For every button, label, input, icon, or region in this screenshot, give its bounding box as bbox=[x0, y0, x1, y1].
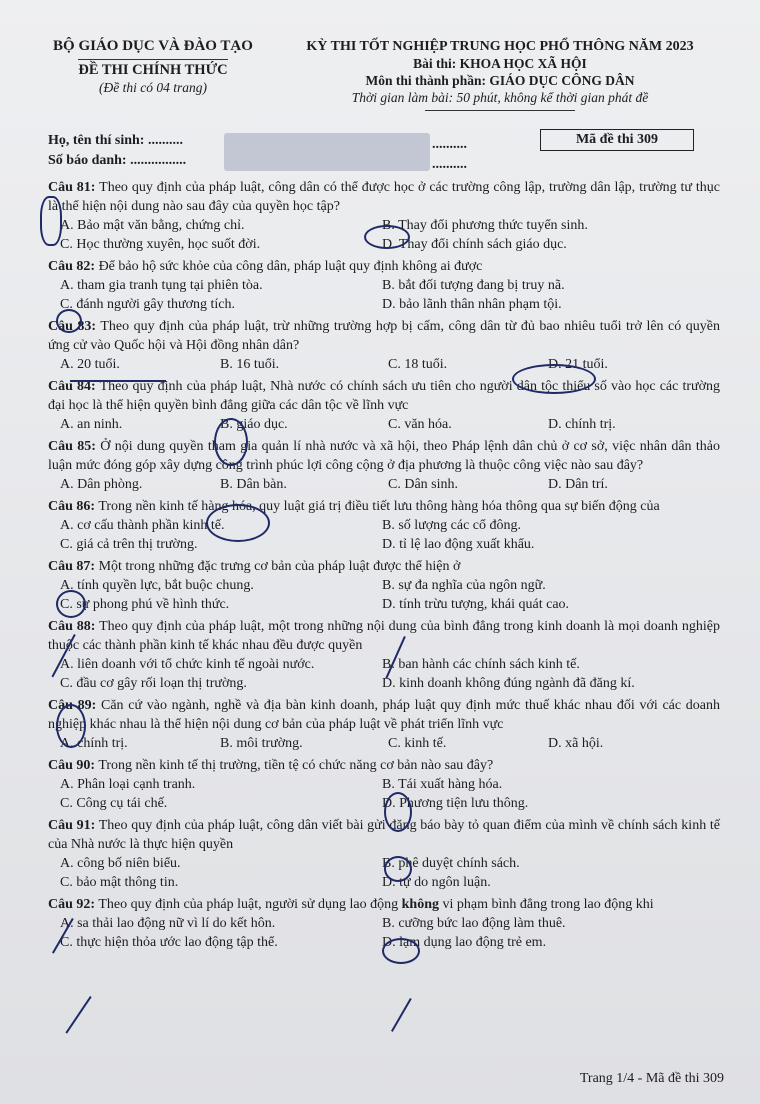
answer-option: D. chính trị. bbox=[548, 417, 616, 432]
question-text: Theo quy định của pháp luật, công dân viết bài gửi đăng báo bày tỏ quan điểm của mình về chính sách kinh tế của Nhà nước là thực hiện quyền bbox=[48, 818, 721, 852]
answer-options bbox=[48, 734, 720, 753]
answer-option: D. kinh doanh không đúng ngành đã đăng kí. bbox=[382, 676, 635, 691]
answer-options bbox=[48, 914, 720, 952]
answer-options bbox=[48, 576, 720, 614]
answer-option: A. liên doanh với tổ chức kinh tế ngoài nước. bbox=[60, 657, 315, 672]
answer-option: A. công bố niên biểu. bbox=[60, 856, 181, 871]
exam-subject: Môn thi thành phần: GIÁO DỤC CÔNG DÂN bbox=[365, 73, 635, 88]
answer-option: D. tính trừu tượng, khái quát cao. bbox=[382, 597, 570, 612]
answer-option: B. phê duyệt chính sách. bbox=[382, 856, 520, 871]
page-footer: Trang 1/4 - Mã đề thi 309 bbox=[579, 1071, 724, 1086]
answer-option: D. 21 tuổi. bbox=[548, 357, 608, 372]
question-stem bbox=[48, 317, 720, 355]
answer-option: B. Tái xuất hàng hóa. bbox=[382, 777, 503, 792]
question-text: vi phạm bình đẳng trong lao động khi bbox=[438, 897, 654, 912]
pen-stroke-92b bbox=[391, 998, 412, 1032]
answer-option: B. môi trường. bbox=[220, 736, 303, 751]
header-divider bbox=[425, 110, 575, 111]
answer-option: A. sa thải lao động nữ vì lí do kết hôn. bbox=[60, 916, 276, 931]
answer-option: C. đầu cơ gây rối loạn thị trường. bbox=[60, 676, 247, 691]
exam-header bbox=[48, 38, 720, 111]
answer-options bbox=[48, 655, 720, 693]
question-text: Theo quy định của pháp luật, trừ những trường hợp bị cấm, công dân từ đủ bao nhiêu tuổi trở lên có quyền ứng cử vào Quốc hội và Hội đồng nhân dân? bbox=[48, 319, 720, 353]
question bbox=[48, 178, 720, 254]
number-dots: .......... bbox=[432, 157, 467, 172]
answer-options bbox=[48, 276, 720, 314]
answer-option: D. Thay đổi chính sách giáo dục. bbox=[382, 237, 567, 252]
name-dots: .......... bbox=[432, 137, 467, 152]
answer-options bbox=[48, 415, 720, 434]
page-count: (Đề thi có 04 trang) bbox=[99, 80, 207, 95]
question-text: Một trong những đặc trưng cơ bản của pháp luật được thể hiện ở bbox=[98, 559, 461, 574]
answer-option: C. bảo mật thông tin. bbox=[60, 875, 179, 890]
header-right bbox=[280, 38, 720, 111]
question bbox=[48, 317, 720, 374]
header-left bbox=[48, 38, 258, 111]
answer-options bbox=[48, 775, 720, 813]
candidate-number-label: Số báo danh: ................ bbox=[48, 153, 187, 168]
question-number: Câu 92: bbox=[48, 897, 96, 912]
question bbox=[48, 895, 720, 952]
question-number: Câu 84: bbox=[48, 379, 96, 394]
candidate-info bbox=[48, 131, 720, 175]
answer-option: A. Bảo mật văn bằng, chứng chỉ. bbox=[60, 218, 245, 233]
question-number: Câu 88: bbox=[48, 619, 96, 634]
question-text: Ở nội dung quyền tham gia quản lí nhà nước và xã hội, theo Pháp lệnh dân chủ ở cơ sở, việc nhân dân thảo luận mức đóng góp xây dựng công trình phúc lợi công cộng ở địa phương là thuộc công việc nào sau đây? bbox=[48, 439, 720, 473]
answer-option: C. Học thường xuyên, học suốt đời. bbox=[60, 237, 261, 252]
question-text: Theo quy định của pháp luật, Nhà nước có chính sách ưu tiên cho người dân tộc thiểu số vào học các trường đại học là thể hiện quyền bình đẳng giữa các dân tộc về lĩnh vực bbox=[48, 379, 721, 413]
answer-option: B. ban hành các chính sách kinh tế. bbox=[382, 657, 580, 672]
question bbox=[48, 617, 720, 693]
answer-option: D. Dân trí. bbox=[548, 477, 608, 492]
question-number: Câu 89: bbox=[48, 698, 97, 713]
question-stem bbox=[48, 696, 720, 734]
question-text: Theo quy định của pháp luật, người sử dụng lao động bbox=[98, 897, 402, 912]
answer-option: C. sự phong phú về hình thức. bbox=[60, 597, 230, 612]
answer-option: A. chính trị. bbox=[60, 736, 128, 751]
answer-option: D. xã hội. bbox=[548, 736, 604, 751]
question-number: Câu 82: bbox=[48, 259, 96, 274]
question bbox=[48, 377, 720, 434]
answer-option: B. Thay đổi phương thức tuyển sinh. bbox=[382, 218, 588, 233]
question-text: không bbox=[401, 897, 439, 912]
answer-option: B. Dân bàn. bbox=[220, 477, 287, 492]
question-text: Để bảo hộ sức khỏe của công dân, pháp luật quy định không ai được bbox=[98, 259, 483, 274]
answer-option: B. 16 tuổi. bbox=[220, 357, 280, 372]
question-number: Câu 85: bbox=[48, 439, 96, 454]
question-list bbox=[48, 178, 720, 952]
answer-option: D. Phương tiện lưu thông. bbox=[382, 796, 529, 811]
question-stem bbox=[48, 756, 720, 775]
question-text: Theo quy định của pháp luật, một trong những nội dung của bình đẳng trong kinh doanh là mọi doanh nghiệp thuộc các thành phần kinh tế khác nhau đều được quyền bbox=[48, 619, 721, 653]
ministry-name: BỘ GIÁO DỤC VÀ ĐÀO TẠO bbox=[53, 38, 253, 54]
question bbox=[48, 437, 720, 494]
answer-option: C. văn hóa. bbox=[388, 417, 452, 432]
question bbox=[48, 557, 720, 614]
question-stem bbox=[48, 557, 720, 576]
answer-option: D. tỉ lệ lao động xuất khẩu. bbox=[382, 537, 535, 552]
answer-option: C. 18 tuổi. bbox=[388, 357, 448, 372]
question-stem bbox=[48, 437, 720, 475]
answer-option: A. tham gia tranh tụng tại phiên tòa. bbox=[60, 278, 263, 293]
question-stem bbox=[48, 895, 720, 914]
exam-combination: Bài thi: KHOA HỌC XÃ HỘI bbox=[413, 56, 587, 71]
answer-option: D. lạm dụng lao động trẻ em. bbox=[382, 935, 547, 950]
answer-options bbox=[48, 516, 720, 554]
answer-option: B. số lượng các cổ đông. bbox=[382, 518, 522, 533]
question-number: Câu 90: bbox=[48, 758, 96, 773]
question-text: Căn cứ vào ngành, nghề và địa bàn kinh doanh, pháp luật quy định mức thuế khác nhau đối với các doanh nghiệp khác nhau là thể hiện nội dung cơ bản của pháp luật về phát triển lĩnh vực bbox=[48, 698, 721, 732]
answer-option: C. Dân sinh. bbox=[388, 477, 458, 492]
question-number: Câu 87: bbox=[48, 559, 96, 574]
question-number: Câu 83: bbox=[48, 319, 97, 334]
answer-option: C. Công cụ tái chế. bbox=[60, 796, 168, 811]
answer-option: A. Dân phòng. bbox=[60, 477, 143, 492]
answer-option: B. bắt đối tượng đang bị truy nã. bbox=[382, 278, 565, 293]
answer-option: B. giáo dục. bbox=[220, 417, 288, 432]
answer-option: D. tự do ngôn luận. bbox=[382, 875, 491, 890]
exam-title: KỲ THI TỐT NGHIỆP TRUNG HỌC PHỔ THÔNG NĂM 2023 bbox=[306, 39, 694, 54]
answer-option: A. tính quyền lực, bắt buộc chung. bbox=[60, 578, 254, 593]
question-number: Câu 81: bbox=[48, 180, 96, 195]
question bbox=[48, 696, 720, 753]
official-label: ĐỀ THI CHÍNH THỨC bbox=[78, 59, 227, 79]
question-stem bbox=[48, 178, 720, 216]
answer-option: A. an ninh. bbox=[60, 417, 123, 432]
candidate-name-label: Họ, tên thí sinh: .......... bbox=[48, 133, 183, 148]
question-text: Theo quy định của pháp luật, công dân có thể được học ở các trường công lập, trường dân lập, trường tư thục là thể hiện nội dung nào sau đây của quyền học tập? bbox=[48, 180, 721, 214]
question bbox=[48, 497, 720, 554]
question-text: Trong nền kinh tế thị trường, tiền tệ có chức năng cơ bản nào sau đây? bbox=[98, 758, 494, 773]
pen-stroke-92a bbox=[65, 996, 91, 1034]
answer-option: D. bảo lãnh thân nhân phạm tội. bbox=[382, 297, 562, 312]
answer-options bbox=[48, 475, 720, 494]
exam-duration: Thời gian làm bài: 50 phút, không kể thời gian phát đề bbox=[351, 90, 649, 105]
exam-code-box: Mã đề thi 309 bbox=[540, 129, 694, 151]
question-stem bbox=[48, 377, 720, 415]
answer-option: C. kinh tế. bbox=[388, 736, 447, 751]
question-text: Trong nền kinh tế hàng hóa, quy luật giá trị điều tiết lưu thông hàng hóa thông qua sự biến động của bbox=[98, 499, 660, 514]
answer-option: A. 20 tuổi. bbox=[60, 357, 120, 372]
question-stem bbox=[48, 257, 720, 276]
answer-options bbox=[48, 216, 720, 254]
question bbox=[48, 816, 720, 892]
question bbox=[48, 257, 720, 314]
question-stem bbox=[48, 617, 720, 655]
answer-options bbox=[48, 854, 720, 892]
answer-option: C. thực hiện thỏa ước lao động tập thể. bbox=[60, 935, 278, 950]
question-number: Câu 91: bbox=[48, 818, 96, 833]
question-stem bbox=[48, 497, 720, 516]
question bbox=[48, 756, 720, 813]
answer-options bbox=[48, 355, 720, 374]
answer-option: B. sự đa nghĩa của ngôn ngữ. bbox=[382, 578, 546, 593]
answer-option: A. Phân loại cạnh tranh. bbox=[60, 777, 196, 792]
answer-option: B. cưỡng bức lao động làm thuê. bbox=[382, 916, 566, 931]
question-number: Câu 86: bbox=[48, 499, 96, 514]
redacted-candidate-info bbox=[224, 133, 430, 171]
question-stem bbox=[48, 816, 720, 854]
answer-option: A. cơ cấu thành phần kinh tế. bbox=[60, 518, 225, 533]
answer-option: C. giá cả trên thị trường. bbox=[60, 537, 198, 552]
answer-option: C. đánh người gây thương tích. bbox=[60, 297, 236, 312]
